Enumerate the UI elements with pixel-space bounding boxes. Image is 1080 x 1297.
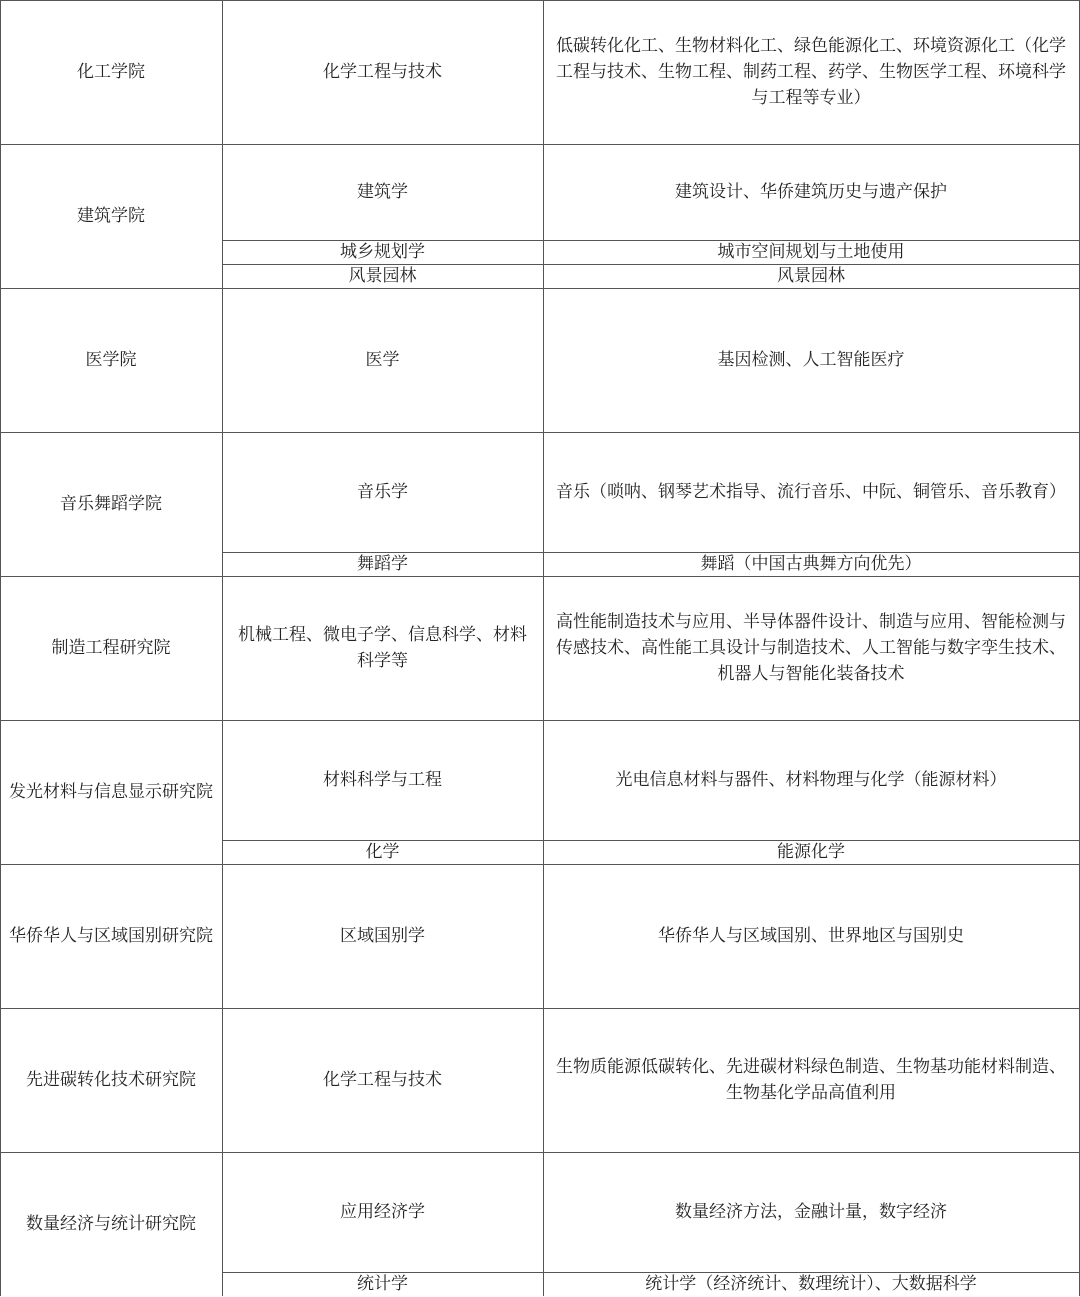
college-cell: 音乐舞蹈学院: [60, 494, 162, 514]
direction-cell: 音乐（唢呐、钢琴艺术指导、流行音乐、中阮、铜管乐、音乐教育）: [556, 482, 1066, 502]
major-cell: 化学工程与技术: [323, 1070, 442, 1090]
major-cell: 舞蹈学: [357, 554, 408, 574]
major-cell: 风景园林: [348, 266, 417, 286]
major-cell: 机械工程、微电子学、信息科学、材料科学等: [238, 625, 527, 671]
direction-cell: 低碳转化化工、生物材料化工、绿色能源化工、环境资源化工（化学工程与技术、生物工程、制药工程、药学、生物医学工程、环境科学与工程等专业）: [556, 36, 1066, 108]
direction-cell: 基因检测、人工智能医疗: [717, 350, 905, 370]
direction-cell: 统计学（经济统计、数理统计）、大数据科学: [645, 1274, 977, 1294]
college-cell: 数量经济与统计研究院: [26, 1214, 196, 1234]
major-cell: 区域国别学: [340, 926, 425, 946]
direction-cell: 城市空间规划与土地使用: [717, 242, 905, 262]
college-cell: 建筑学院: [77, 206, 145, 226]
direction-cell: 华侨华人与区域国别、世界地区与国别史: [658, 926, 964, 946]
direction-cell: 生物质能源低碳转化、先进碳材料绿色制造、生物基功能材料制造、生物基化学品高值利用: [556, 1057, 1066, 1103]
college-cell: 先进碳转化技术研究院: [26, 1070, 196, 1090]
major-cell: 化学: [365, 842, 400, 862]
major-cell: 统计学: [357, 1274, 408, 1294]
major-cell: 建筑学: [357, 182, 408, 202]
major-cell: 材料科学与工程: [323, 770, 442, 790]
direction-cell: 高性能制造技术与应用、半导体器件设计、制造与应用、智能检测与传感技术、高性能工具设计与制造技术、人工智能与数字孪生技术、机器人与智能化装备技术: [556, 612, 1066, 684]
direction-cell: 风景园林: [777, 266, 845, 286]
direction-cell: 数量经济方法，金融计量，数字经济: [675, 1202, 947, 1222]
direction-cell: 舞蹈（中国古典舞方向优先）: [700, 554, 922, 574]
major-cell: 应用经济学: [340, 1202, 425, 1222]
major-cell: 音乐学: [357, 482, 408, 502]
major-cell: 化学工程与技术: [323, 62, 442, 82]
college-cell: 华侨华人与区域国别研究院: [9, 926, 213, 946]
college-cell: 医学院: [85, 350, 137, 370]
college-cell: 化工学院: [77, 62, 145, 82]
major-cell: 城乡规划学: [340, 242, 425, 262]
college-cell: 发光材料与信息显示研究院: [9, 782, 213, 802]
direction-cell: 光电信息材料与器件、材料物理与化学（能源材料）: [615, 770, 1007, 790]
major-cell: 医学: [365, 350, 400, 370]
direction-cell: 建筑设计、华侨建筑历史与遗产保护: [675, 182, 947, 202]
college-cell: 制造工程研究院: [51, 638, 171, 658]
direction-cell: 能源化学: [777, 842, 845, 862]
